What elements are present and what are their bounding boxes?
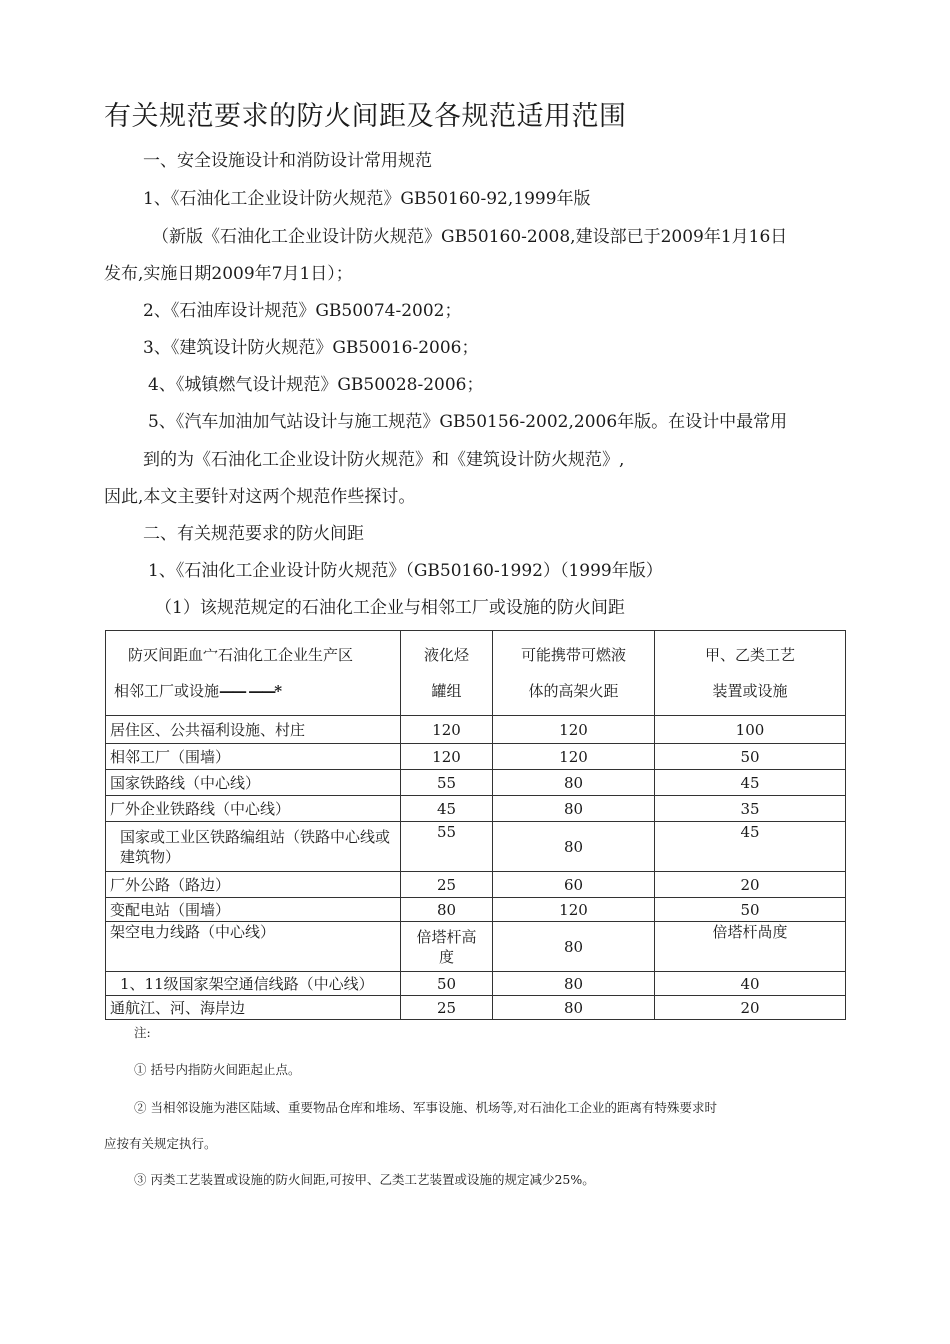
- page-title: 有关规范要求的防火间距及各规范适用范围: [104, 101, 627, 132]
- row-label: 国家或工业区铁路编组站（铁路中心线或建筑物）: [106, 822, 401, 872]
- row-label: 通航江、河、海岸边: [106, 996, 401, 1020]
- section-1-item-2: 2、《石油库设计规范》GB50074-2002；: [143, 301, 462, 321]
- table-row: [106, 972, 846, 996]
- row-flare-value: 120: [493, 898, 655, 922]
- row-flare-value: 60: [493, 872, 655, 898]
- table-row: [106, 822, 846, 872]
- row-process-value: 50: [655, 744, 846, 770]
- row-label: 架空电力线路（中心线）: [106, 922, 401, 972]
- row-label: 居住区、公共福利设施、村庄: [106, 716, 401, 744]
- row-label: 厂外公路（路边）: [106, 872, 401, 898]
- table-row: [106, 872, 846, 898]
- section-1-item-1-note-b: 发布,实施日期2009年7月1日）；: [104, 264, 353, 284]
- section-1-heading: 一、安全设施设计和消防设计常用规范: [143, 151, 432, 171]
- section-1-item-4: 4、《城镇燃气设计规范》GB50028-2006；: [148, 375, 484, 395]
- header-col1-line2: 相邻工厂或设施: [114, 682, 220, 700]
- row-lpg-value: 25: [401, 996, 493, 1020]
- section-1-item-5a: 5、《汽车加油加气站设计与施工规范》GB50156-2002,2006年版。在设计中最常用: [148, 412, 788, 432]
- fire-distance-table: [105, 630, 846, 1020]
- row-label: 相邻工厂（围墙）: [106, 744, 401, 770]
- table-row: [106, 744, 846, 770]
- header-col3-line1: 可能携带可燃液: [520, 646, 626, 664]
- header-cell-facility: [106, 631, 401, 716]
- header-cell-lpg: [401, 631, 493, 716]
- row-process-value: 45: [655, 822, 846, 872]
- row-lpg-value: 55: [401, 822, 493, 872]
- row-process-value: 40: [655, 972, 846, 996]
- row-process-value: 20: [655, 996, 846, 1020]
- table-row: [106, 996, 846, 1020]
- row-flare-value: 80: [493, 996, 655, 1020]
- row-label: 变配电站（围墙）: [106, 898, 401, 922]
- note-1: ① 括号内指防火间距起止点。: [134, 1062, 301, 1077]
- table-row: [106, 770, 846, 796]
- header-col1-line1: 防灭间距血宀石油化工企业生产区: [128, 646, 354, 664]
- header-cell-process: [655, 631, 846, 716]
- table-row: [106, 922, 846, 972]
- header-col4-line2: 装置或设施: [712, 682, 788, 700]
- row-flare-value: 80: [493, 922, 655, 972]
- row-process-value: 45: [655, 770, 846, 796]
- table-row: [106, 716, 846, 744]
- row-flare-value: 80: [493, 822, 655, 872]
- header-col2-line1: 液化烃: [423, 646, 469, 664]
- row-flare-value: 80: [493, 972, 655, 996]
- table-row: [106, 796, 846, 822]
- notes-heading: 注:: [134, 1025, 151, 1040]
- section-1-item-1: 1、《石油化工企业设计防火规范》GB50160-92,1999年版: [143, 189, 591, 209]
- row-flare-value: 120: [493, 716, 655, 744]
- row-process-value: 50: [655, 898, 846, 922]
- note-2a: ② 当相邻设施为港区陆域、重要物品仓库和堆场、军事设施、机场等,对石油化工企业的距离有特殊要求时: [134, 1100, 717, 1115]
- row-flare-value: 120: [493, 744, 655, 770]
- header-cell-flare: [493, 631, 655, 716]
- header-col1-line2-wrap: [110, 673, 396, 709]
- row-label-wrap: [106, 972, 401, 996]
- row-lpg-value: 25: [401, 872, 493, 898]
- row-process-value: 35: [655, 796, 846, 822]
- row-process-value: 20: [655, 872, 846, 898]
- section-1-item-5b: 到的为《石油化工企业设计防火规范》和《建筑设计防火规范》,: [143, 450, 625, 470]
- section-2-item-1: 1、《石油化工企业设计防火规范》（GB50160-1992）（1999年版）: [148, 561, 663, 581]
- row-lpg-value: 120: [401, 744, 493, 770]
- row-label: 厂外企业铁路线（中心线）: [106, 796, 401, 822]
- row-flare-value: 80: [493, 770, 655, 796]
- note-3: ③ 丙类工艺装置或设施的防火间距,可按甲、乙类工艺装置或设施的规定减少25%。: [134, 1172, 595, 1187]
- section-1-item-5c: 因此,本文主要针对这两个规范作些探讨。: [104, 487, 416, 507]
- row-lpg-value: 50: [401, 972, 493, 996]
- header-col2-line2: 罐组: [431, 682, 462, 700]
- section-2-sub-1: （1）该规范规定的石油化工企业与相邻工厂或设施的防火间距: [155, 598, 625, 618]
- row-lpg-value: 120: [401, 716, 493, 744]
- table-row: [106, 898, 846, 922]
- row-label: 国家铁路线（中心线）: [106, 770, 401, 796]
- section-2-heading: 二、有关规范要求的防火间距: [143, 524, 364, 544]
- row-lpg-value: 55: [401, 770, 493, 796]
- row-flare-value: 80: [493, 796, 655, 822]
- table-header-row: [106, 631, 846, 716]
- row-lpg-value: 倍塔杆高度: [401, 922, 493, 972]
- row-process-value: 100: [655, 716, 846, 744]
- section-1-item-3: 3、《建筑设计防火规范》GB50016-2006；: [143, 338, 479, 358]
- row-label: 1、11级国家架空通信线路（中心线）: [120, 974, 374, 993]
- note-2b: 应按有关规定执行。: [104, 1136, 217, 1151]
- header-col3-line2: 体的高架火距: [528, 682, 619, 700]
- header-col4-line1: 甲、乙类工艺: [704, 646, 795, 664]
- row-lpg-value: 80: [401, 898, 493, 922]
- section-1-item-1-note-a: （新版《石油化工企业设计防火规范》GB50160-2008,建设部已于2009年1月16日: [152, 227, 788, 247]
- row-process-value: 倍塔杆咼度: [655, 922, 846, 972]
- row-lpg-value: 45: [401, 796, 493, 822]
- header-dash-mark: —— ——*: [219, 682, 281, 700]
